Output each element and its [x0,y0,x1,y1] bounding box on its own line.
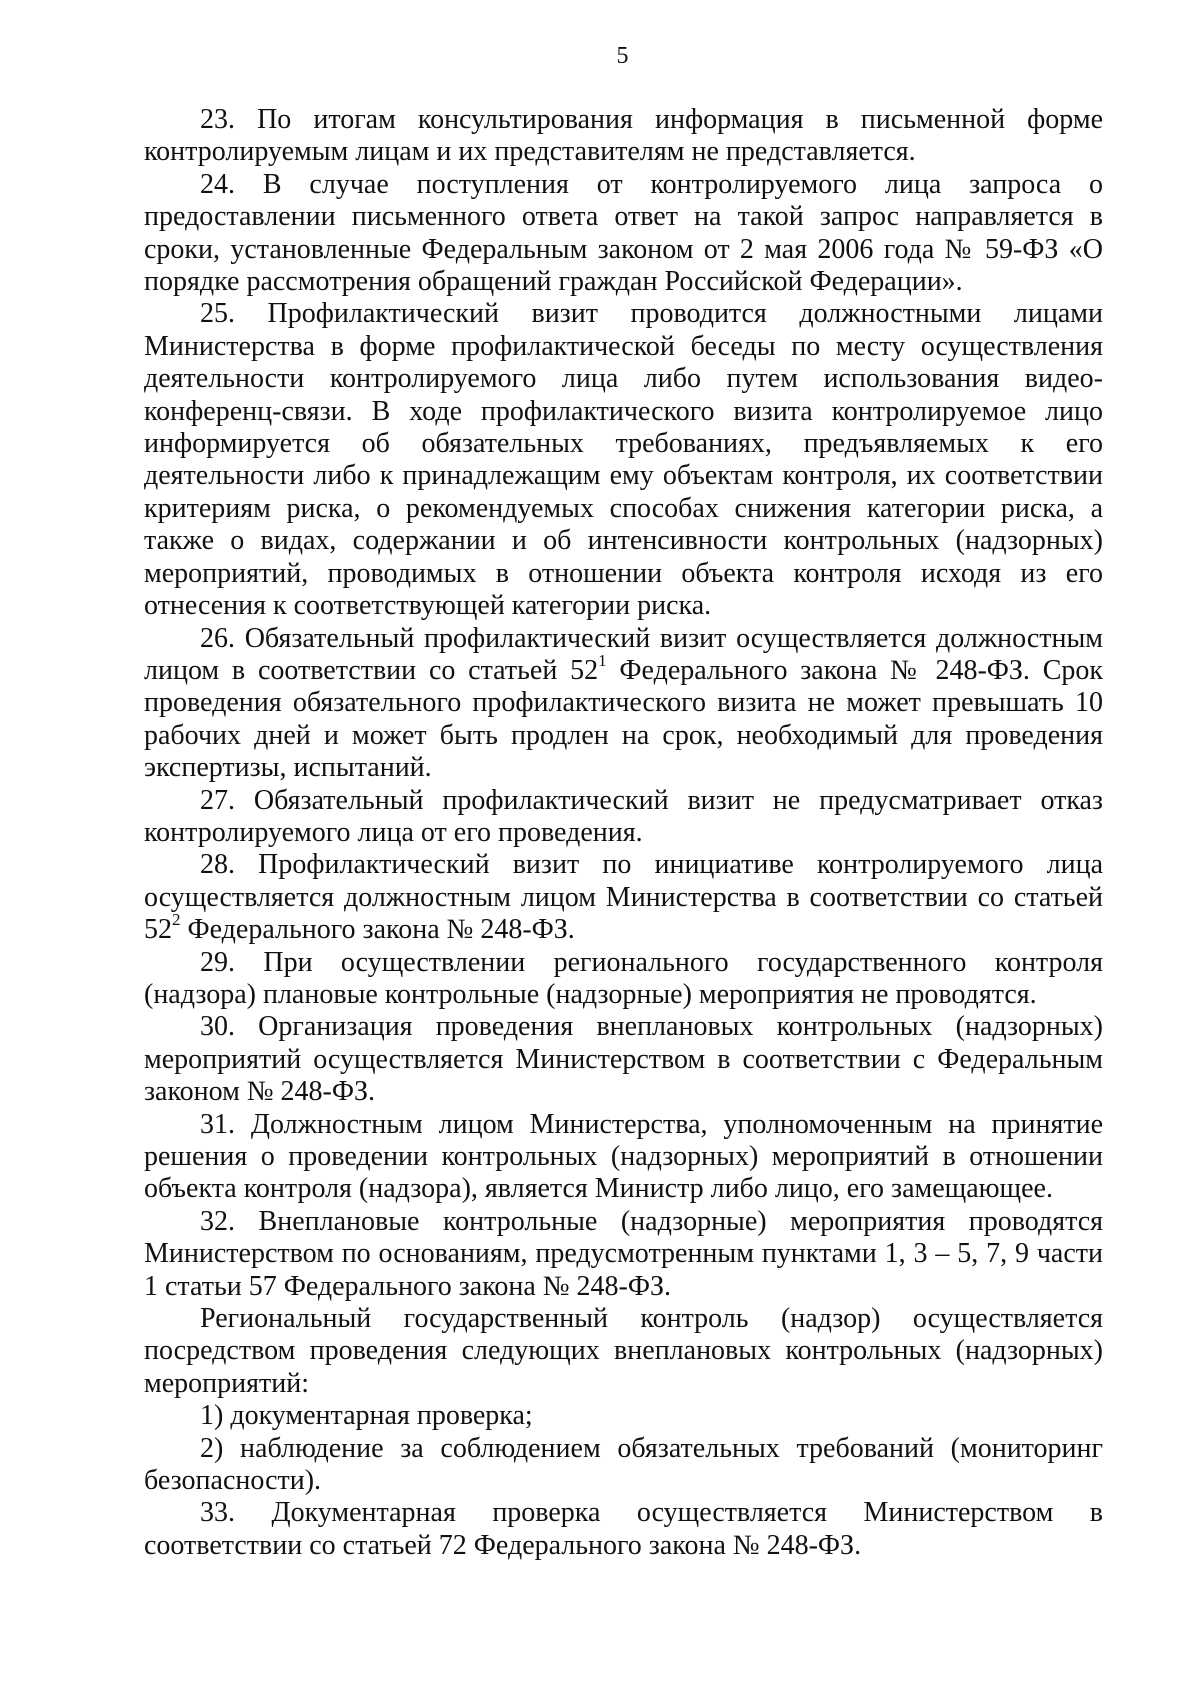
paragraph-25: 25. Профилактический визит проводится должностными лицами Министерства в форме профилактической беседы по месту осуществления деятельности контролируемого лица либо путем использования видео-конференц-связи. В ходе профилактического визита контролируемое лицо информируется об обязательных требованиях, предъявляемых к его деятельности либо к принадлежащим ему объектам контроля, их соответствии критериям риска, о рекомендуемых способах снижения категории риска, а также о видах, содержании и об интенсивности контрольных (надзорных) мероприятий, проводимых в отношении объекта контроля исходя из его отнесения к соответствующей категории риска. [144,298,1103,622]
page-number: 5 [616,43,629,69]
paragraph-26-text-start: 26. Обязательный профилактический визит осуществляется должностным лицом в соответствии со статьей 52 [144,622,1103,686]
paragraph-30: 30. Организация проведения внеплановых контрольных (надзорных) мероприятий осуществляется Министерством в соответствии с Федеральным законом № 248-ФЗ. [144,1011,1103,1108]
paragraph-regional-control: Региональный государственный контроль (надзор) осуществляется посредством проведения следующих внеплановых контрольных (надзорных) мероприятий: [144,1303,1103,1399]
paragraph-32: 32. Внеплановые контрольные (надзорные) мероприятия проводятся Министерством по основаниям, предусмотренным пунктами 1, 3 – 5, 7, 9 части 1 статьи 57 Федерального закона № 248-ФЗ. [144,1205,1103,1302]
list-item-2: 2) наблюдение за соблюдением обязательных требований (мониторинг безопасности). [144,1432,1103,1497]
paragraph-28 [144,849,1103,946]
paragraph-27: 27. Обязательный профилактический визит не предусматривает отказ контролируемого лица от его проведения. [144,784,1103,848]
paragraph-28-text-start: 28. Профилактический визит по инициативе контролируемого лица осуществляется должностным лицом Министерства в соответствии со статьей 52 [144,849,1103,946]
paragraph-33: 33. Документарная проверка осуществляется Министерством в соответствии со статьей 72 Федерального закона № 248-ФЗ. [144,1497,1103,1561]
paragraph-26-text-end: Федерального закона № 248-ФЗ. Срок проведения обязательного профилактического визита не может превышать 10 рабочих дней и может быть продлен на срок, необходимый для проведения экспертизы, испытаний. [144,654,1103,784]
paragraph-29: 29. При осуществлении регионального государственного контроля (надзора) плановые контрольные (надзорные) мероприятия не проводятся. [144,946,1103,1010]
paragraph-23: 23. По итогам консультирования информация в письменной форме контролируемым лицам и их представителям не представляется. [144,104,1103,168]
paragraph-31: 31. Должностным лицом Министерства, уполномоченным на принятие решения о проведении контрольных (надзорных) мероприятий в отношении объекта контроля (надзора), является Министр либо лицо, его замещающее. [144,1108,1103,1205]
paragraph-26 [144,623,1103,785]
paragraph-28-text-end: Федерального закона № 248-ФЗ. [180,914,575,946]
footnote-superscript: 1 [598,650,607,670]
document-body [144,104,1103,1562]
footnote-superscript: 2 [172,910,181,930]
paragraph-24: 24. В случае поступления от контролируемого лица запроса о предоставлении письменного ответа ответ на такой запрос направляется в сроки, установленные Федеральным законом от 2 мая 2006 года № 59-ФЗ «О порядке рассмотрения обращений граждан Российской Федерации». [144,168,1103,298]
list-item-1: 1) документарная проверка; [200,1400,533,1432]
